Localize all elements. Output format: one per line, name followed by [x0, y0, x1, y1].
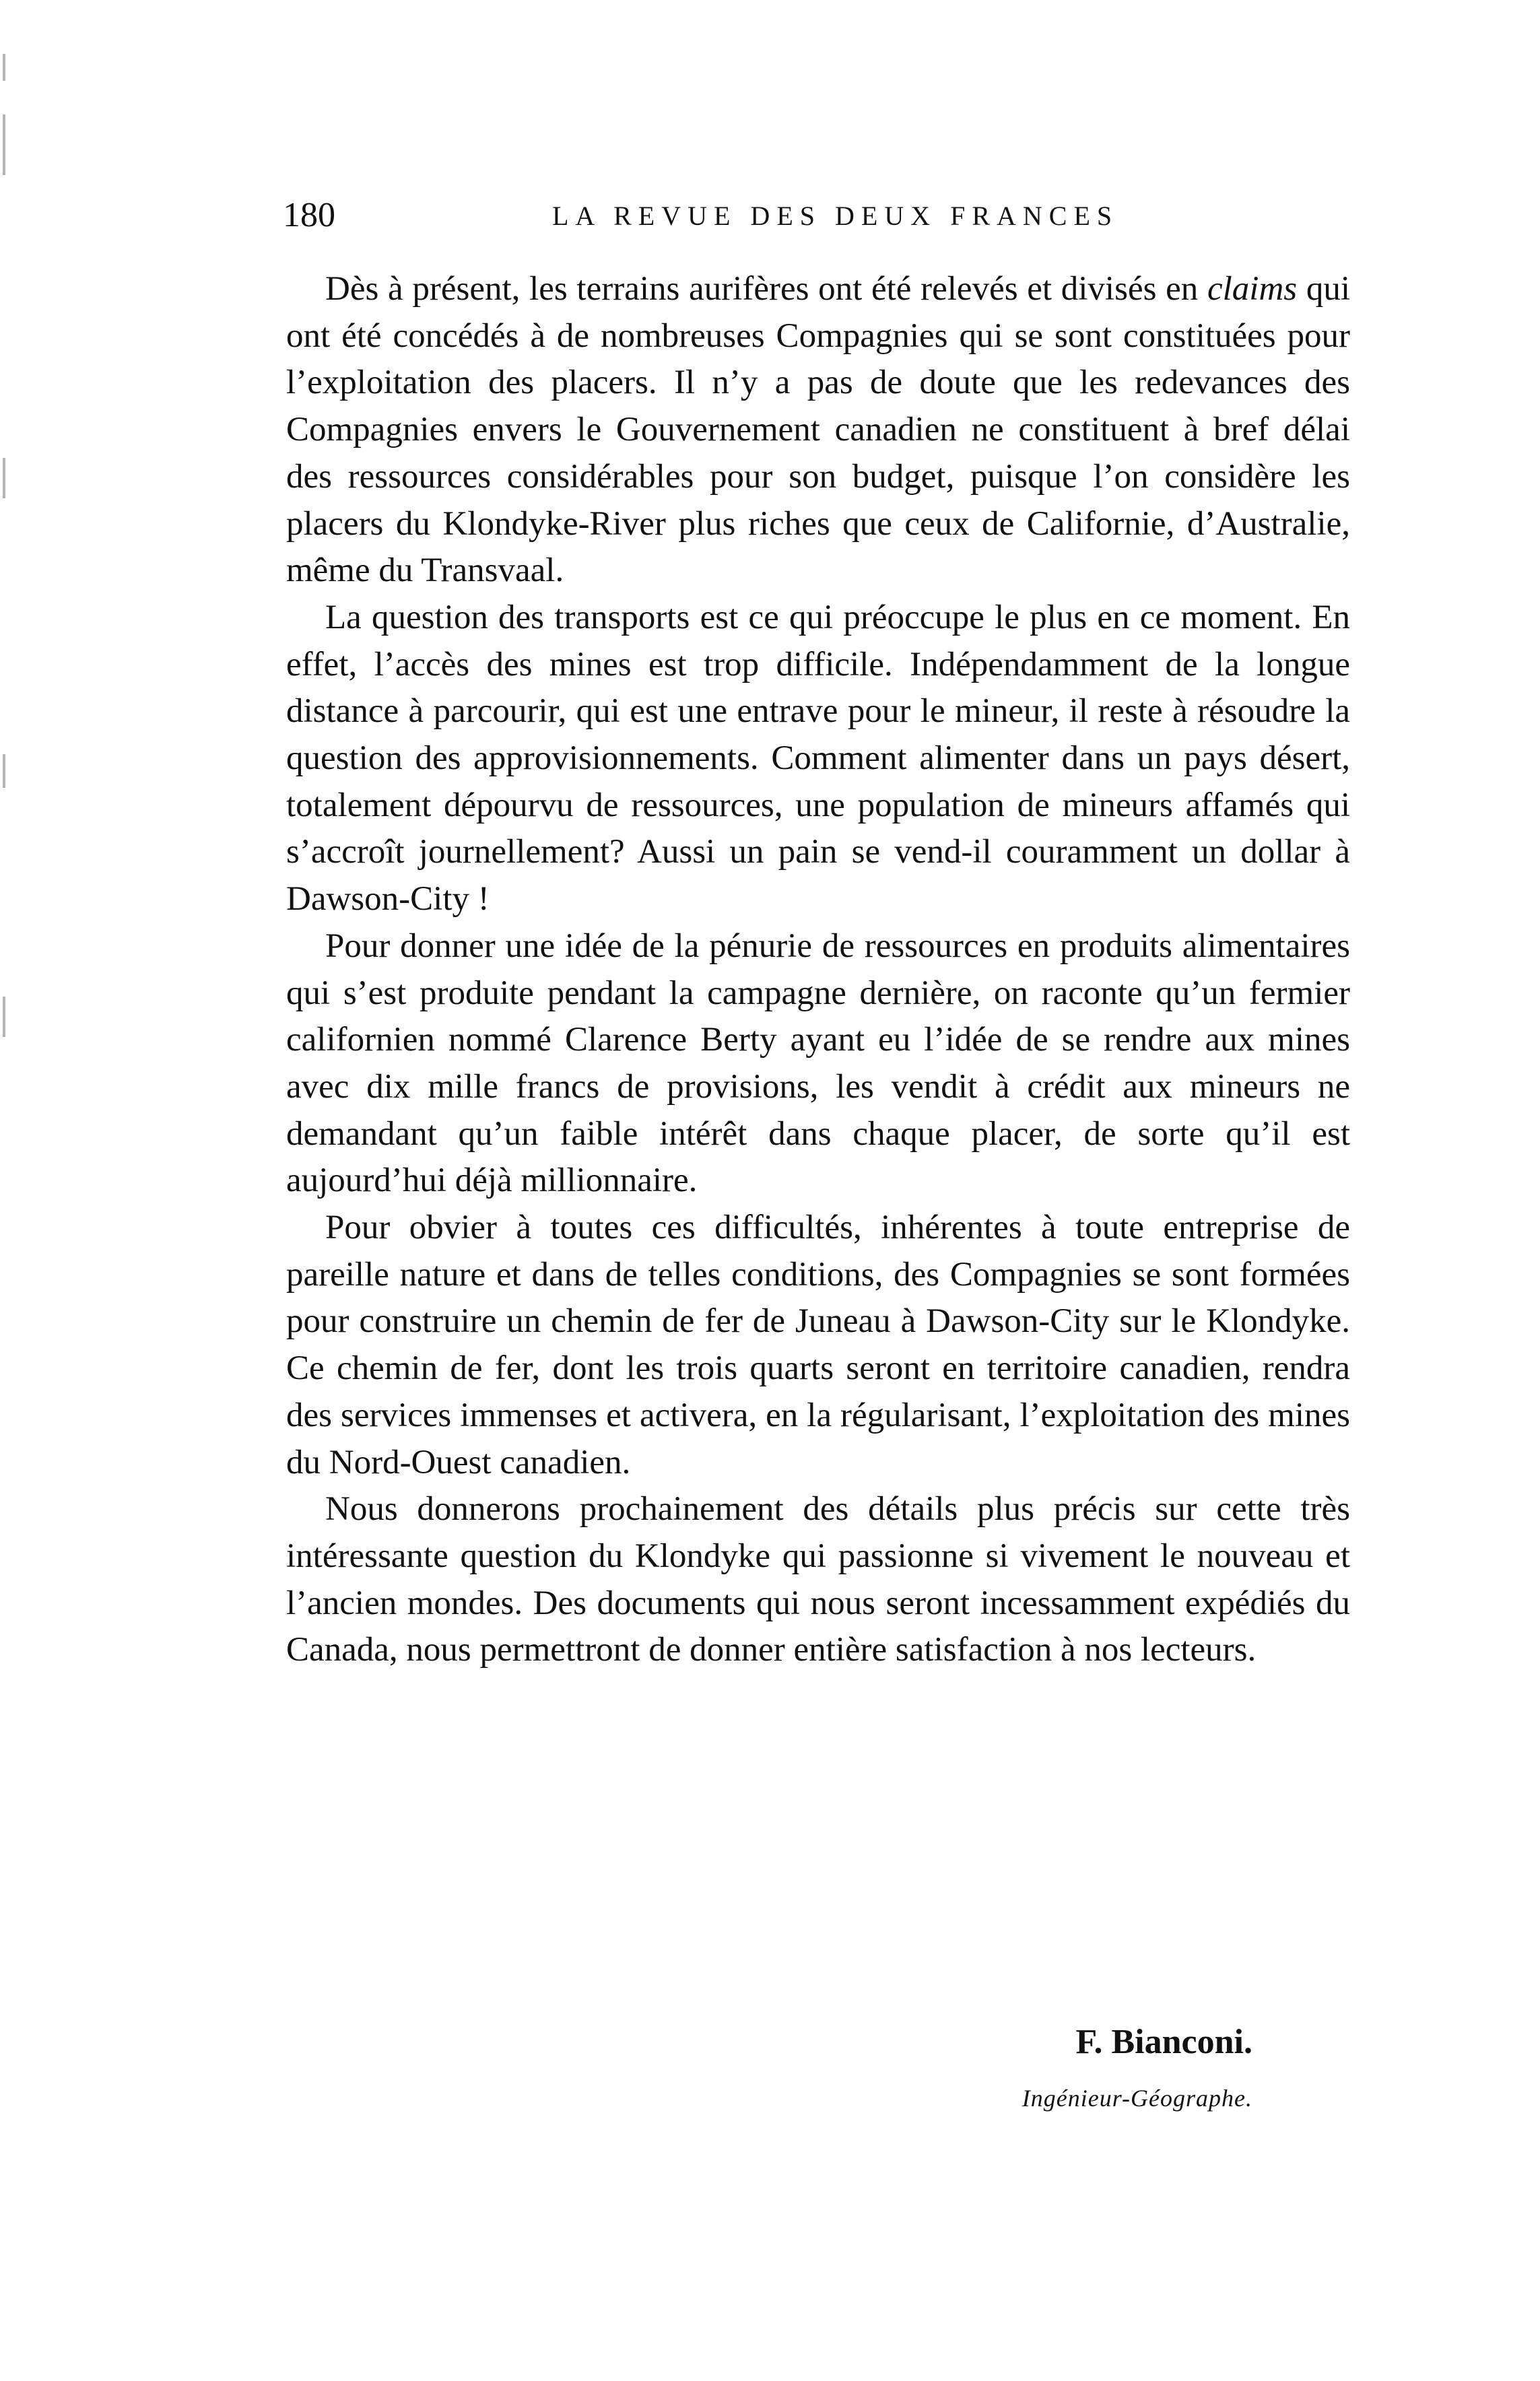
scan-margin-mark — [3, 997, 5, 1037]
scan-margin-mark — [3, 754, 5, 788]
paragraph — [286, 266, 1350, 595]
signature-block — [875, 2020, 1252, 2118]
article-body — [286, 266, 1350, 1674]
journal-title: LA REVUE DES DEUX FRANCES — [552, 201, 1119, 231]
paragraph-text: qui ont été concédés à de nombreuses Compagnies qui se sont constituées pour l’exploitation des placers. Il n’y a pas de doute que les redevances des Compagnies envers le Gouvernement canadien ne constituent à bref délai des ressources considérables pour son budget, puisque l’on considère les placers du Klondyke-River plus riches que ceux de Californie, d’Australie, même du Transvaal. — [286, 270, 1350, 590]
scan-margin-mark — [3, 458, 5, 498]
author-name: F. Bianconi. — [1075, 2023, 1252, 2061]
italic-term: claims — [1207, 270, 1298, 308]
page-number: 180 — [283, 196, 335, 234]
paragraph-text: Dès à présent, les terrains aurifères ont été relevés et divisés en — [325, 270, 1207, 308]
running-head — [283, 195, 1306, 236]
paragraph: Nous donnerons prochainement des détails plus précis sur cette très intéressante question du Klondyke qui passionne si vivement le nouveau et l’ancien mondes. Des documents qui nous seront incessamment expédiés du Canada, nous permettront de donner entière satisfaction à nos lecteurs. — [286, 1490, 1350, 1669]
scan-margin-mark — [3, 114, 5, 175]
scan-margin-mark — [3, 54, 5, 81]
paragraph: Pour obvier à toutes ces difficultés, inhérentes à toute entreprise de pareille nature et dans de telles conditions, des Compagnies se sont formées pour construire un chemin de fer de Juneau à Dawson-City sur le Klondyke. Ce chemin de fer, dont les trois quarts seront en territoire canadien, rendra des services immenses et activera, en la régularisant, l’exploitation des mines du Nord-Ouest canadien. — [286, 1209, 1350, 1481]
author-title: Ingénieur-Géographe. — [1022, 2085, 1252, 2112]
paragraph: La question des transports est ce qui préoccupe le plus en ce moment. En effet, l’accès des mines est trop difficile. Indépendamment de la longue distance à parcourir, qui est une entrave pour le mineur, il reste à résoudre la question des approvisionnements. Comment alimenter dans un pays désert, totalement dépourvu de ressources, une population de mineurs affamés qui s’accroît journellement? Aussi un pain se vend-il couramment un dollar à Dawson-City ! — [286, 598, 1350, 918]
paragraph: Pour donner une idée de la pénurie de ressources en produits alimentaires qui s’est produite pendant la campagne dernière, on raconte qu’un fermier californien nommé Clarence Berty ayant eu l’idée de se rendre aux mines avec dix mille francs de provisions, les vendit à crédit aux mineurs ne demandant qu’un faible intérêt dans chaque placer, de sorte qu’il est aujourd’hui déjà millionnaire. — [286, 927, 1350, 1200]
